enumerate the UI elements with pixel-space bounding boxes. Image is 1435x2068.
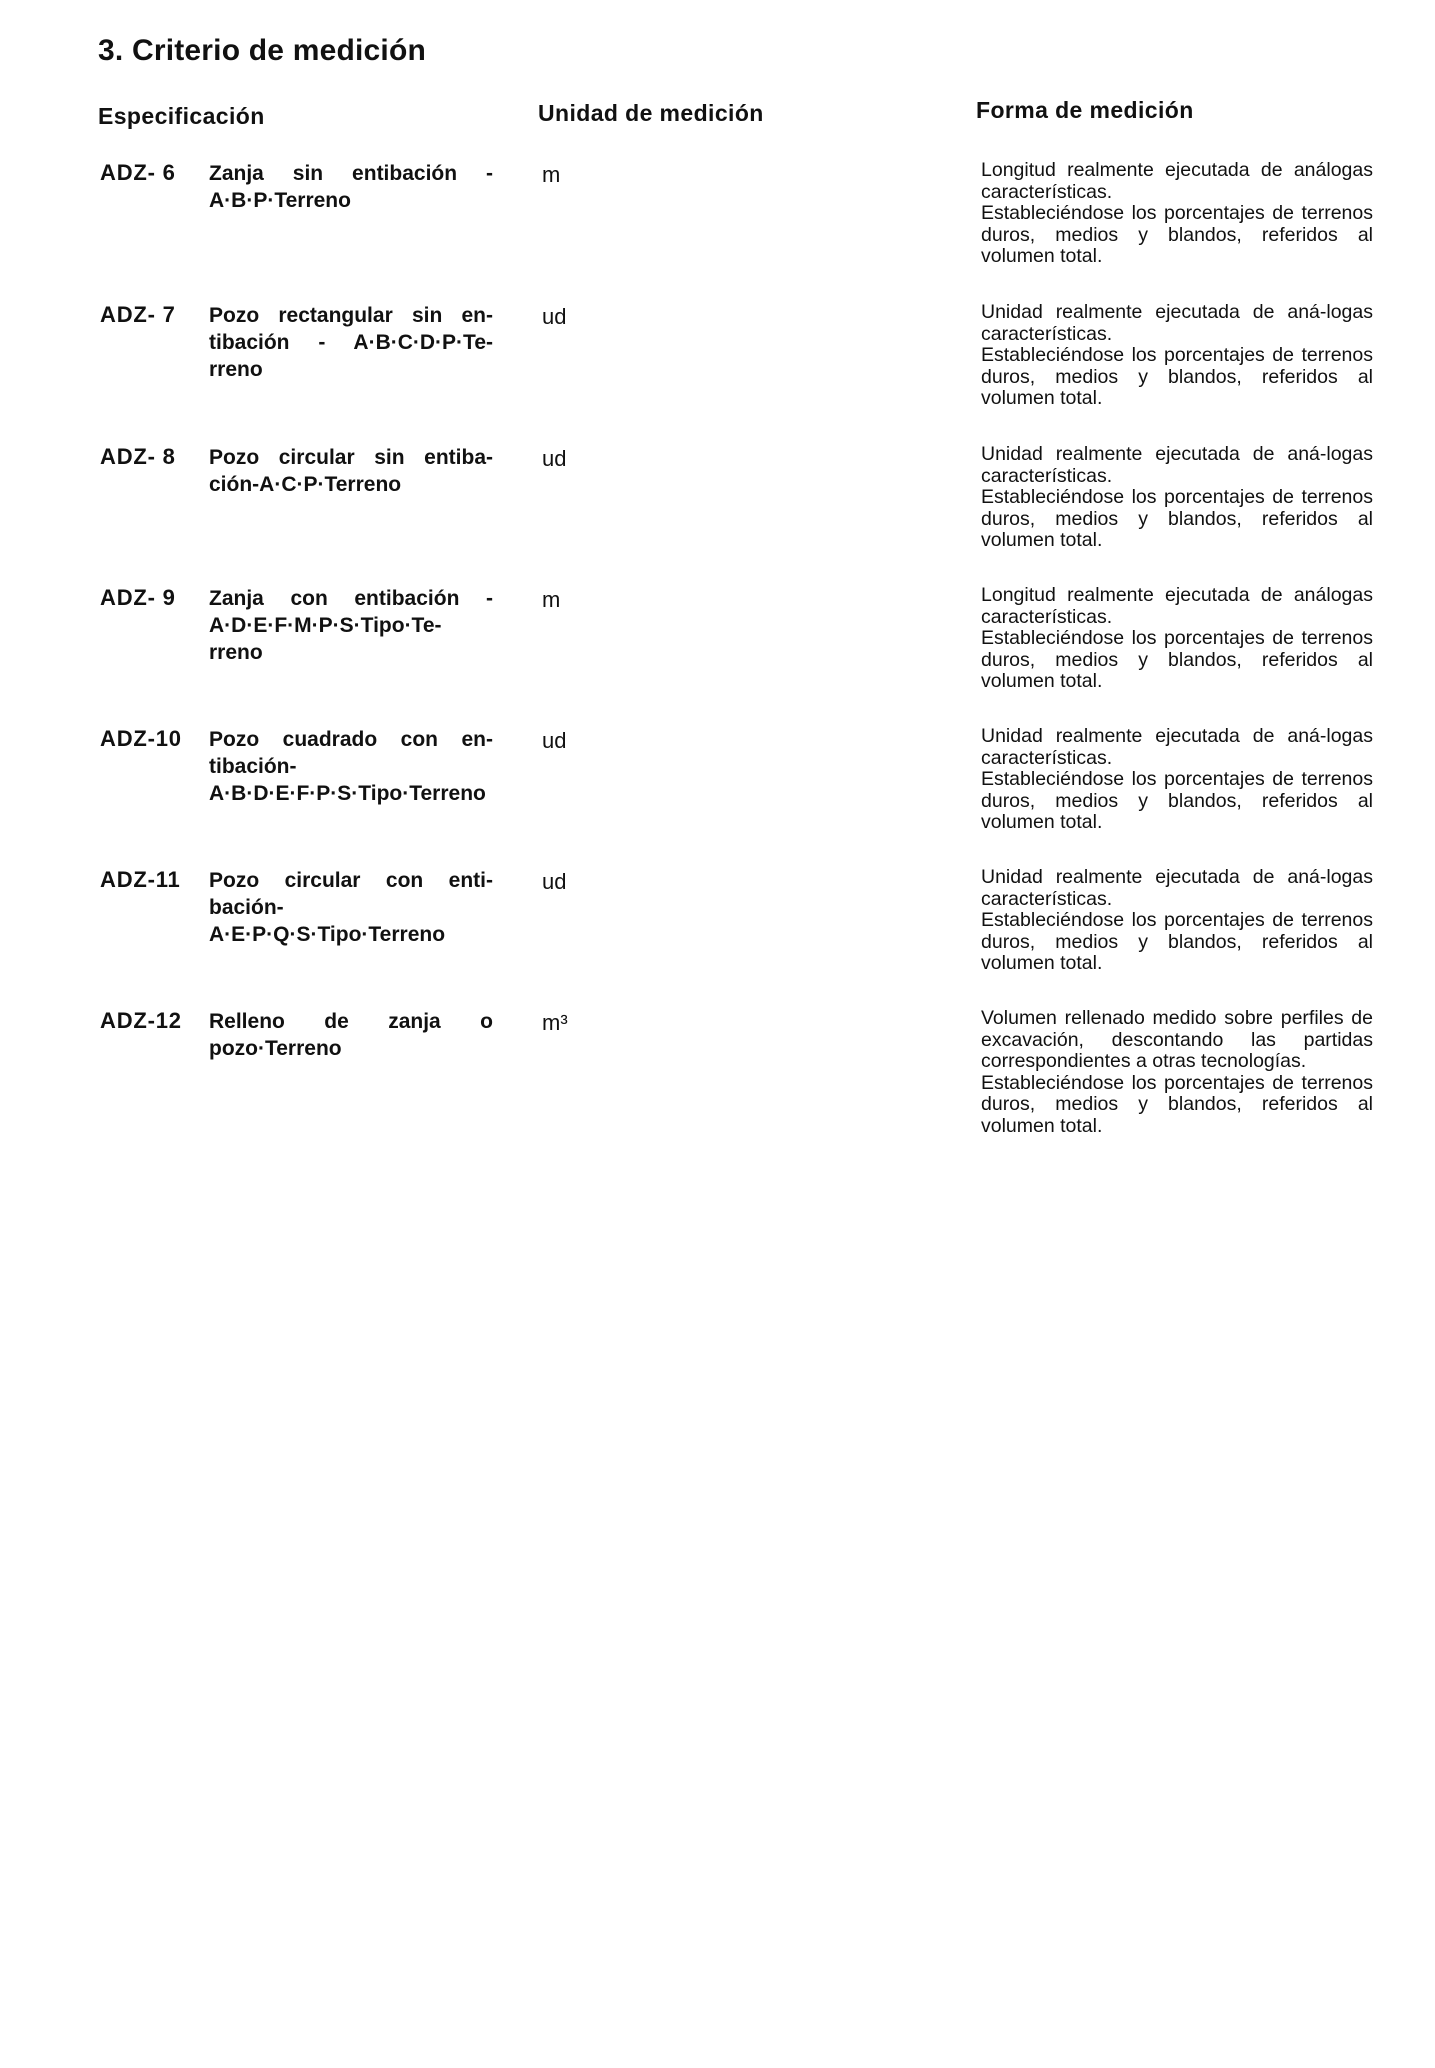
row-code: ADZ-12 (100, 1008, 182, 1033)
row-specification: Pozo circular sin entiba-ción-A·C·P·Terreno (209, 446, 493, 496)
row-measurement-description: Longitud realmente ejecutada de análogas características. Estableciéndose los porcentajes de terrenos duros, medios y blandos, referidos al volumen total. (981, 159, 1373, 268)
row-code: ADZ-10 (100, 726, 182, 751)
row-measurement-description: Unidad realmente ejecutada de aná-logas características. Estableciéndose los porcentajes de terrenos duros, medios y blandos, referidos al volumen total. (981, 725, 1373, 834)
column-header-form: Forma de medición (976, 97, 1194, 123)
row-specification: Zanja con entibación - A·D·E·F·M·P·S·Tipo·Te-rreno (209, 587, 493, 664)
row-specification: Zanja sin entibación - A·B·P·Terreno (209, 162, 493, 212)
row-specification: Relleno de zanja o pozo·Terreno (209, 1010, 493, 1060)
row-measurement-description: Unidad realmente ejecutada de aná-logas características. Estableciéndose los porcentajes de terrenos duros, medios y blandos, referidos al volumen total. (981, 443, 1373, 552)
column-header-unit: Unidad de medición (538, 100, 764, 126)
row-unit: ud (542, 728, 567, 753)
row-unit: ud (542, 304, 567, 329)
row-specification: Pozo rectangular sin en-tibación - A·B·C·D·P·Te-rreno (209, 304, 493, 381)
row-unit: m³ (542, 1010, 568, 1035)
row-specification: Pozo cuadrado con en-tibación-A·B·D·E·F·P·S·Tipo·Terreno (209, 728, 493, 805)
row-code: ADZ- 9 (100, 585, 176, 610)
row-measurement-description: Unidad realmente ejecutada de aná-logas características. Estableciéndose los porcentajes de terrenos duros, medios y blandos, referidos al volumen total. (981, 866, 1373, 975)
row-measurement-description: Volumen rellenado medido sobre perfiles de excavación, descontando las partidas correspondientes a otras tecnologías. Estableciéndose los porcentajes de terrenos duros, medios y blandos, referidos al volumen total. (981, 1007, 1373, 1137)
row-unit: m (542, 162, 561, 187)
row-unit: ud (542, 869, 567, 894)
row-unit: ud (542, 446, 567, 471)
row-unit: m (542, 587, 561, 612)
section-title: 3. Criterio de medición (98, 34, 427, 67)
row-code: ADZ-11 (100, 867, 181, 892)
row-code: ADZ- 8 (100, 444, 176, 469)
row-code: ADZ- 6 (100, 160, 176, 185)
row-measurement-description: Unidad realmente ejecutada de aná-logas características. Estableciéndose los porcentajes de terrenos duros, medios y blandos, referidos al volumen total. (981, 301, 1373, 410)
row-measurement-description: Longitud realmente ejecutada de análogas características. Estableciéndose los porcentajes de terrenos duros, medios y blandos, referidos al volumen total. (981, 584, 1373, 693)
column-header-specification: Especificación (98, 103, 265, 129)
row-specification: Pozo circular con enti-bación-A·E·P·Q·S·Tipo·Terreno (209, 869, 493, 946)
row-code: ADZ- 7 (100, 302, 176, 327)
